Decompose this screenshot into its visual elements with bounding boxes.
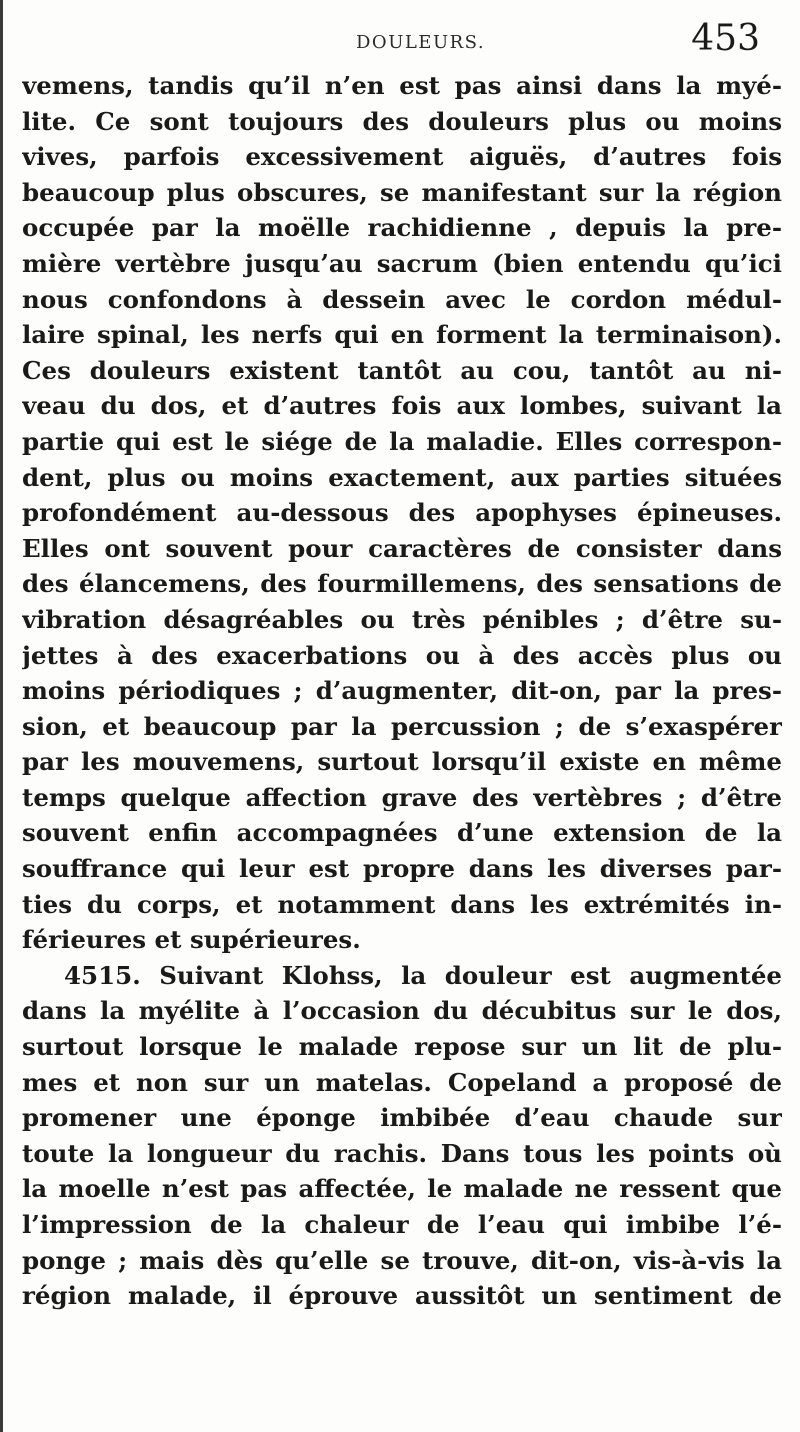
text-line: l’impression de la chaleur de l’eau qui imbibe l’é- [22, 1210, 782, 1239]
text-line: occupée par la moëlle rachidienne , depuis la pre- [22, 213, 782, 243]
text-line: souvent enfin accompagnées d’une extension de la [22, 818, 782, 848]
page-edge-shadow [0, 0, 3, 1432]
text-line: nous confondons à dessein avec le cordon médul- [22, 284, 782, 314]
page-header [0, 18, 800, 62]
text-line-paragraph-start: 4515. Suivant Klohss, la douleur est augmentée [64, 960, 782, 990]
text-line: vibration désagréables ou très pénibles ; d’être su- [22, 604, 782, 634]
text-line: jettes à des exacerbations ou à des accès plus ou [22, 640, 782, 670]
text-line: des élancemens, des fourmillemens, des sensations de [22, 569, 782, 599]
text-line: région malade, il éprouve aussitôt un sentiment de [22, 1281, 782, 1311]
text-line: ties du corps, et notamment dans les extrémités in- [22, 889, 782, 919]
text-line: promener une éponge imbibée d’eau chaude sur [22, 1103, 782, 1133]
text-line: partie qui est le siége de la maladie. Elles correspon- [22, 426, 782, 456]
text-line: dans la myélite à l’occasion du décubitus sur le dos, [22, 996, 782, 1026]
text-line: surtout lorsque le malade repose sur un lit de plu- [22, 1032, 782, 1062]
text-line: Elles ont souvent pour caractères de consister dans [22, 533, 782, 563]
text-line: lite. Ce sont toujours des douleurs plus ou moins [22, 106, 782, 136]
text-line: par les mouvemens, surtout lorsqu’il existe en même [22, 747, 782, 777]
text-line: toute la longueur du rachis. Dans tous les points où [22, 1138, 782, 1168]
text-line-paragraph-end: férieures et supérieures. [22, 925, 361, 955]
text-line: veau du dos, et d’autres fois aux lombes, suivant la [22, 391, 782, 421]
text-line: vemens, tandis qu’il n’en est pas ainsi dans la myé- [22, 71, 782, 100]
text-line: la moelle n’est pas affectée, le malade ne ressent que [22, 1174, 782, 1204]
running-title: DOULEURS. [356, 32, 486, 53]
text-line: beaucoup plus obscures, se manifestant sur la région [22, 177, 782, 207]
text-line: souffrance qui leur est propre dans les diverses par- [22, 854, 782, 884]
text-line: Ces douleurs existent tantôt au cou, tantôt au ni- [22, 355, 782, 385]
body-text [22, 68, 782, 1314]
text-line: mes et non sur un matelas. Copeland a proposé de [22, 1067, 782, 1097]
text-line: vives, parfois excessivement aiguës, d’autres fois [22, 142, 782, 172]
text-line: temps quelque affection grave des vertèbres ; d’être [22, 782, 782, 812]
text-line: dent, plus ou moins exactement, aux parties situées [22, 462, 782, 492]
text-line: mière vertèbre jusqu’au sacrum (bien entendu qu’ici [22, 248, 782, 278]
page-number: 453 [691, 18, 760, 59]
text-line: profondément au-dessous des apophyses épineuses. [22, 498, 782, 528]
text-line: laire spinal, les nerfs qui en forment la terminaison). [22, 320, 782, 350]
text-line: moins périodiques ; d’augmenter, dit-on, par la pres- [22, 676, 782, 706]
text-line: ponge ; mais dès qu’elle se trouve, dit-on, vis-à-vis la [22, 1245, 782, 1275]
text-line: sion, et beaucoup par la percussion ; de s’exaspérer [22, 711, 782, 741]
